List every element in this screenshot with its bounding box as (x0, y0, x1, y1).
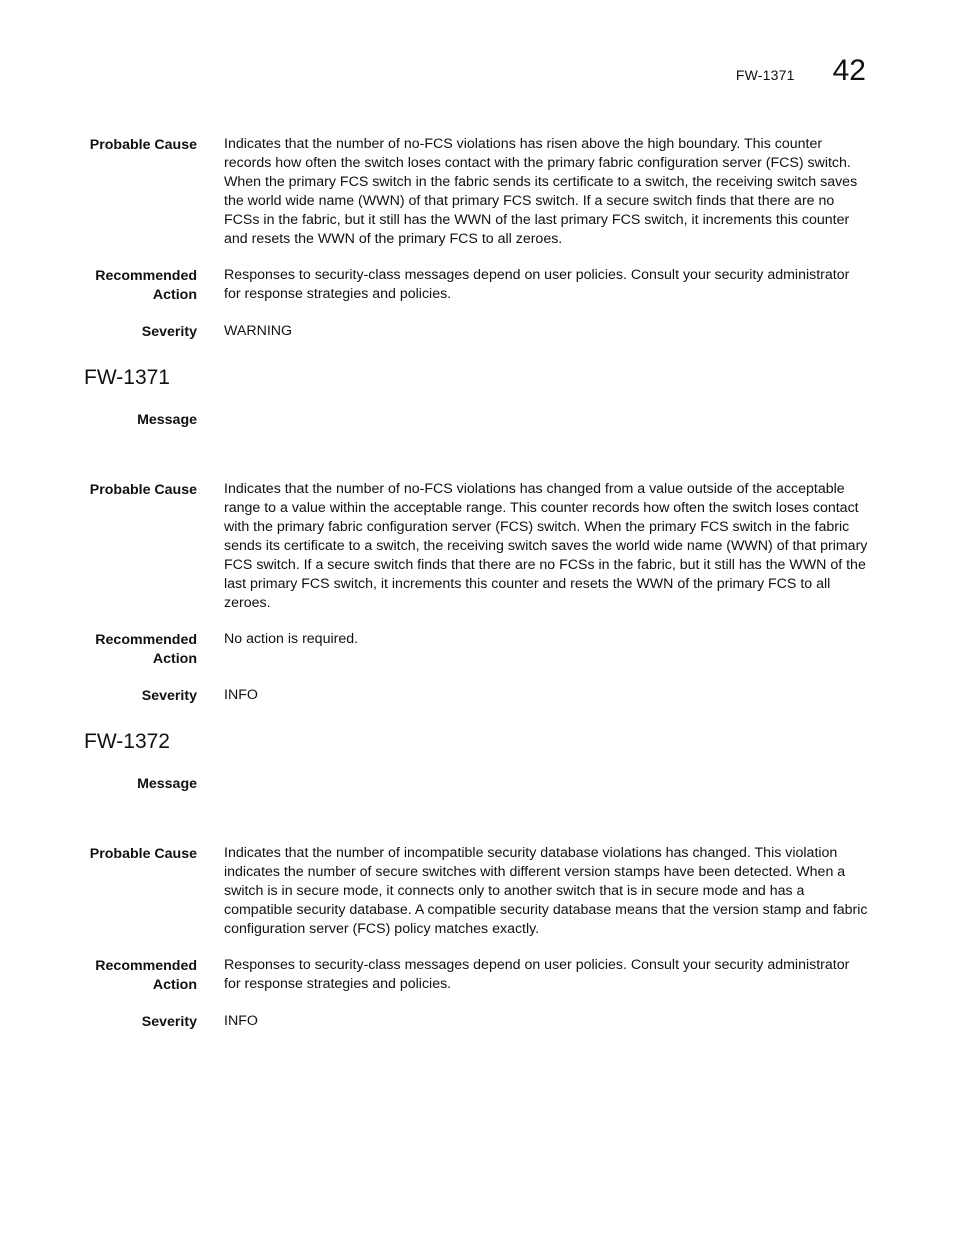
probable-cause-label: Probable Cause (89, 846, 197, 862)
running-title: FW-1371 (735, 67, 795, 83)
message-text (224, 774, 869, 794)
chapter-number: 42 (832, 54, 866, 87)
probable-cause-text: Indicates that the number of no-FCS violations has changed from a value outside of the acceptable range to a value within the acceptable range. This counter records how often the switch loses contact with the primary fabric configuration server (FCS) switch. When the primary FCS switch in the fabric sends its certificate to a switch, the receiving switch saves the world wide name (WWN) of that primary FCS switch. If a secure switch finds that there are no FCSs in the fabric, but it still has the WWN of the last primary FCS switch, it increments this counter and resets the WWN of the primary FCS to all zeroes. (224, 481, 868, 611)
recommended-action-row (0, 630, 954, 669)
recommended-action-label-line2: Action (152, 287, 197, 303)
recommended-action-text: No action is required. (224, 631, 359, 647)
severity-label: Severity (141, 688, 197, 704)
severity-label: Severity (141, 1014, 197, 1030)
probable-cause-label: Probable Cause (89, 482, 197, 498)
probable-cause-text: Indicates that the number of incompatible security database violations has changed. This violation indicates the number of secure switches with different version stamps have been detected. When a switch is in secure mode, it connects only to another switch that is in secure mode and has a compatible security database. A compatible security database means that the version stamp and fabric configuration server (FCS) policy matches exactly. (224, 845, 868, 937)
severity-label: Severity (141, 324, 197, 340)
message-block-fw-1371 (0, 366, 954, 706)
severity-row (0, 322, 954, 342)
severity-row (0, 1012, 954, 1032)
section-title: FW-1372 (84, 730, 170, 753)
recommended-action-text: Responses to security-class messages depend on user policies. Consult your security administrator for response strategies and policies. (224, 957, 850, 992)
message-label: Message (137, 412, 197, 428)
page-header (736, 56, 866, 86)
recommended-action-row (0, 266, 954, 305)
probable-cause-row (0, 844, 954, 939)
recommended-action-label (0, 266, 197, 305)
probable-cause-text: Indicates that the number of no-FCS violations has risen above the high boundary. This counter records how often the switch loses contact with the primary fabric configuration server (FCS) switch. When the primary FCS switch in the fabric sends its certificate to a switch, the receiving switch saves the world wide name (WWN) of that primary FCS switch. If a secure switch finds that there are no FCSs in the fabric, but it still has the WWN of the last primary FCS switch, it increments this counter and resets the WWN of the primary FCS to all zeroes. (224, 136, 858, 247)
message-text (224, 410, 869, 430)
message-row (0, 410, 954, 430)
page-content (0, 135, 954, 1032)
probable-cause-label: Probable Cause (89, 137, 197, 153)
recommended-action-row (0, 956, 954, 995)
severity-value: INFO (224, 1013, 258, 1029)
severity-value: WARNING (224, 323, 293, 339)
severity-value: INFO (224, 687, 258, 703)
message-row (0, 774, 954, 794)
recommended-action-label-line2: Action (152, 651, 197, 667)
recommended-action-label-line1: Recommended (95, 268, 197, 284)
message-block-fw-1372 (0, 730, 954, 1032)
message-label: Message (137, 776, 197, 792)
recommended-action-label-line1: Recommended (95, 958, 197, 974)
severity-row (0, 686, 954, 706)
recommended-action-label (0, 630, 197, 669)
section-title: FW-1371 (84, 366, 170, 389)
message-block-fw-1370 (0, 135, 954, 342)
probable-cause-row (0, 135, 954, 249)
recommended-action-label-line1: Recommended (95, 632, 197, 648)
recommended-action-label (0, 956, 197, 995)
probable-cause-row (0, 480, 954, 613)
recommended-action-label-line2: Action (152, 977, 197, 993)
recommended-action-text: Responses to security-class messages depend on user policies. Consult your security administrator for response strategies and policies. (224, 267, 850, 302)
